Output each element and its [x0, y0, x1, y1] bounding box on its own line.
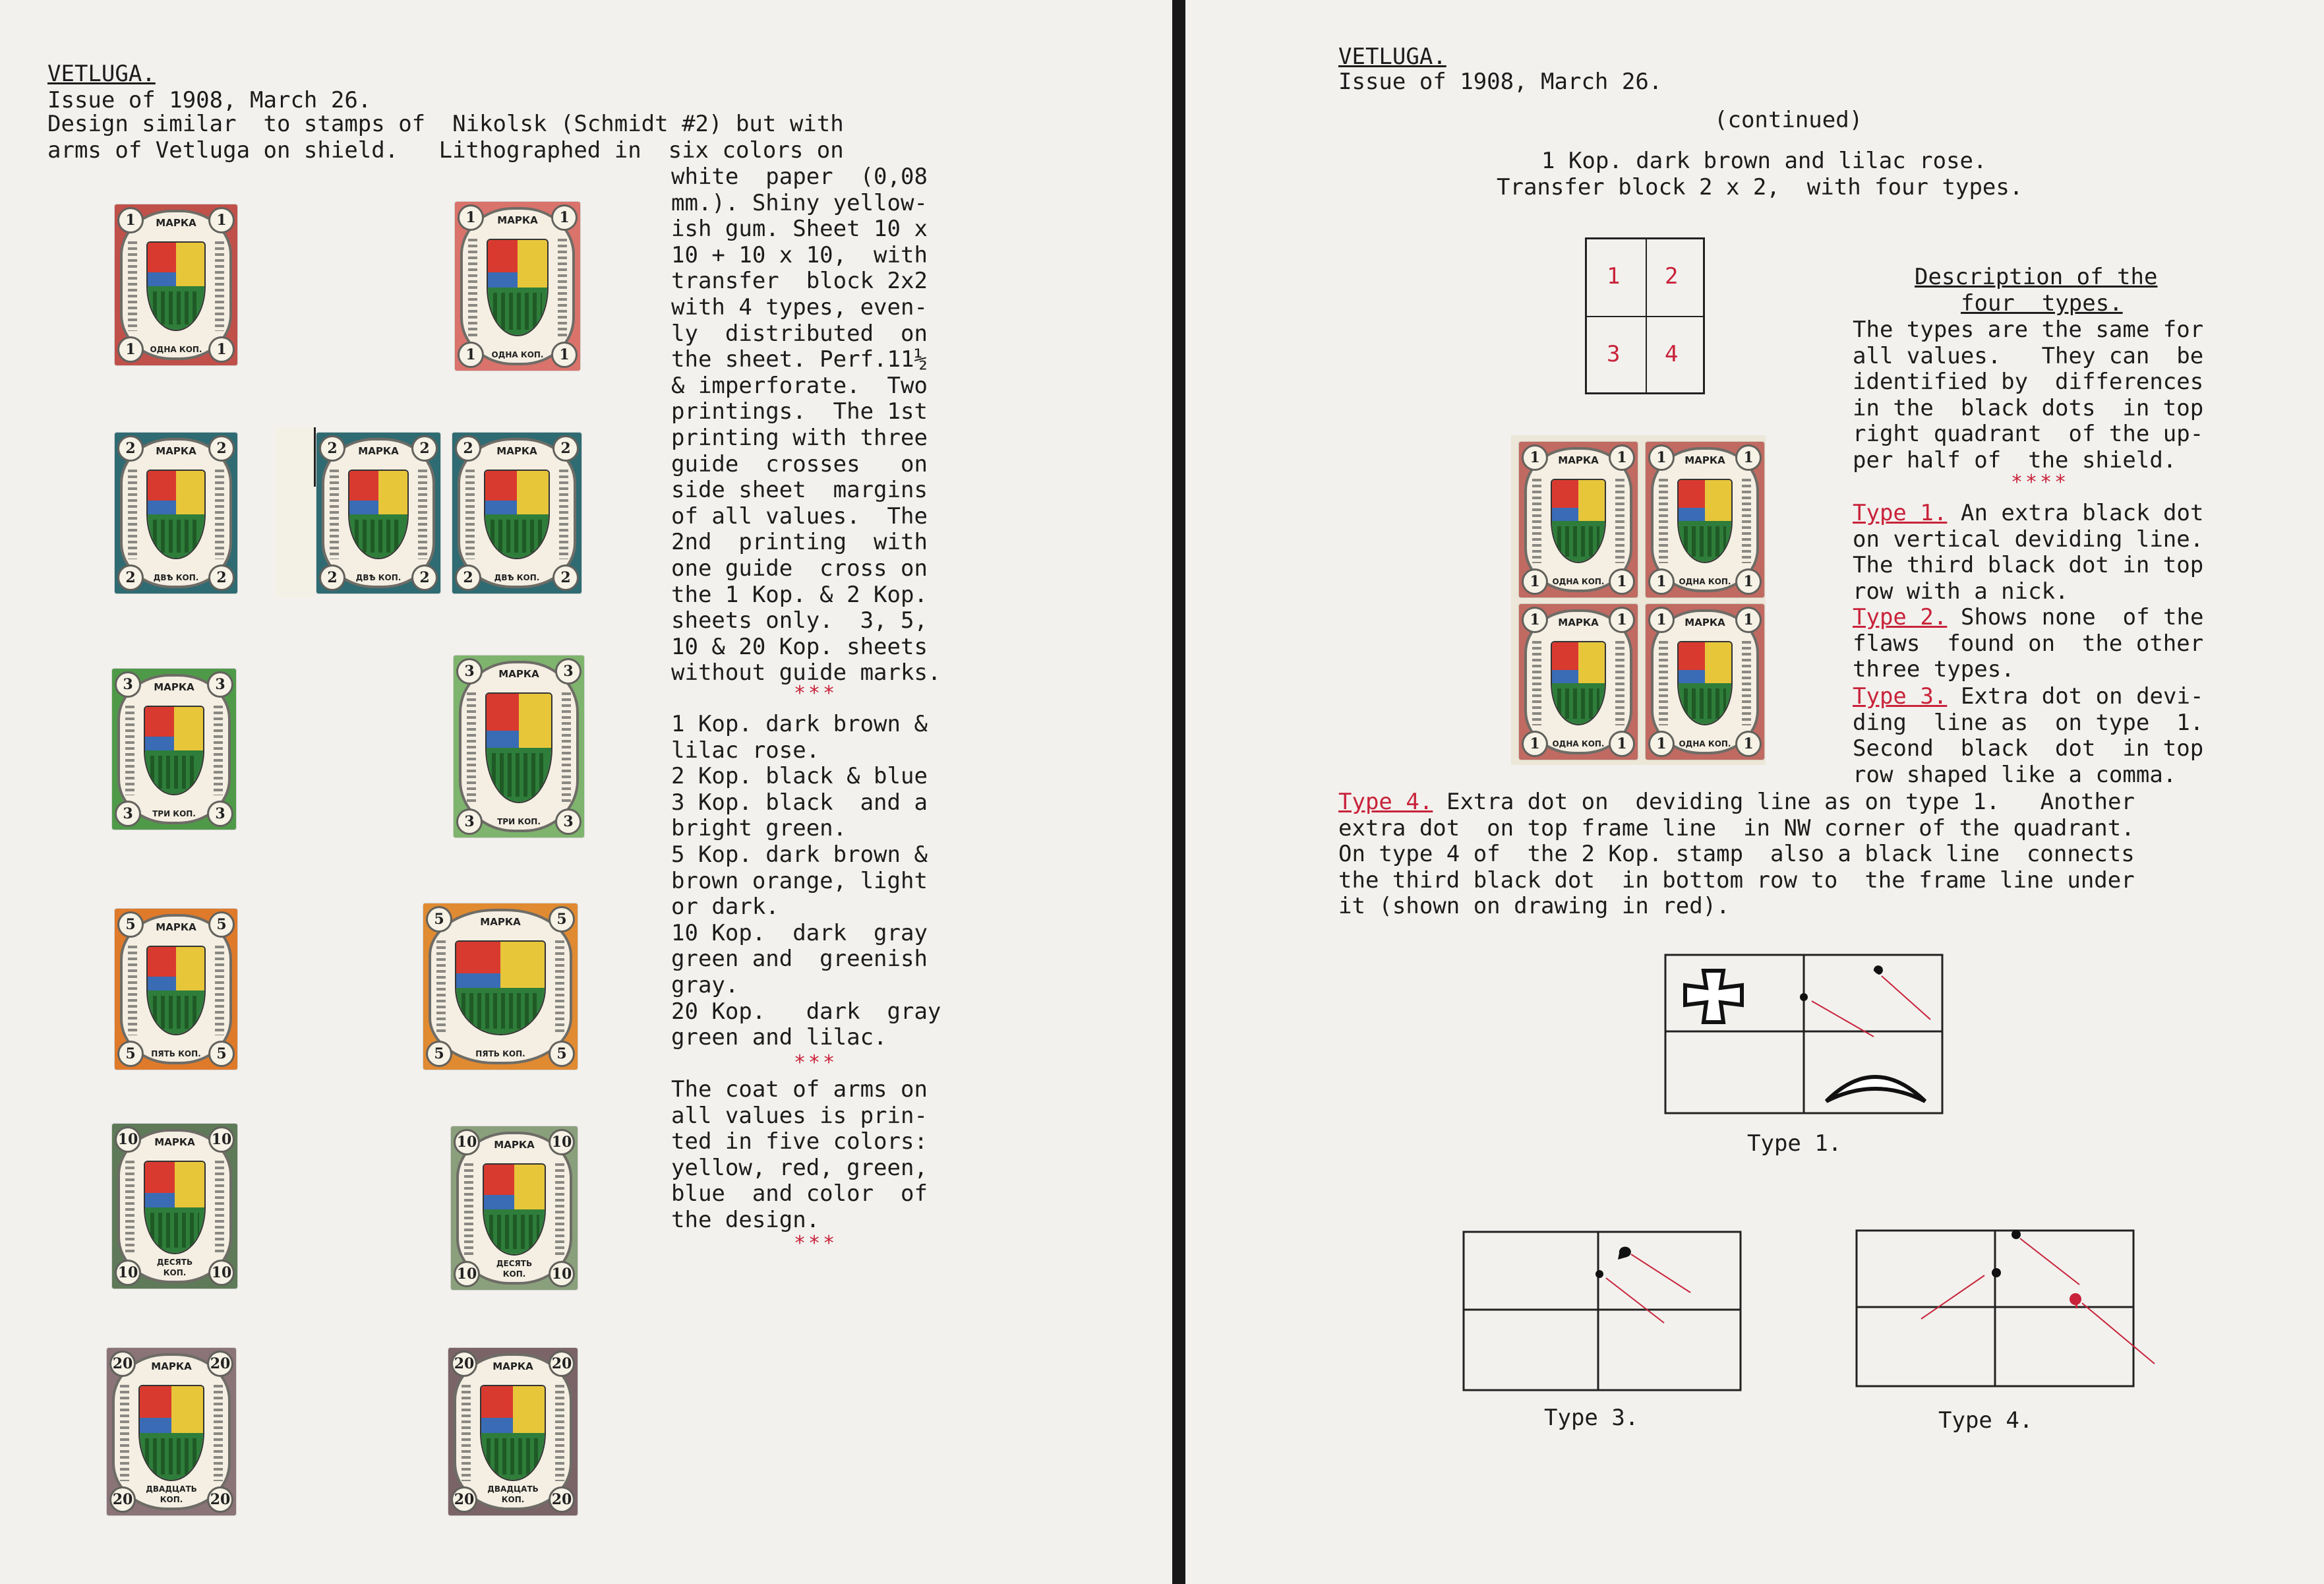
- stamp-word: МАРКА: [1684, 454, 1725, 466]
- value-circle: 2: [411, 435, 438, 462]
- type-label: Type 3.: [1853, 683, 1948, 710]
- coat-of-arms-icon: [146, 241, 206, 331]
- coat-of-arms-icon: [138, 1385, 204, 1481]
- description-line: The types are the same for: [1853, 317, 2204, 343]
- value-circle: 2: [117, 564, 144, 591]
- page-title: VETLUGA.: [1338, 44, 1446, 70]
- issue-line: Issue of 1908, March 26.: [1338, 69, 1663, 95]
- coat-of-arms-icon: [487, 239, 549, 336]
- description-line: guide crosses on: [671, 450, 928, 477]
- value-circle: 3: [115, 671, 141, 698]
- coat-of-arms-line: blue and color of: [671, 1180, 928, 1207]
- stamp-value-text: ДЕСЯТЬ КОП.: [156, 1258, 193, 1277]
- stamp-value-text: ТРИ КОП.: [152, 809, 196, 818]
- block-position-4: 4: [1665, 341, 1679, 367]
- type-description-line: extra dot on top frame line in NW corner of the quadrant.: [1338, 814, 2135, 841]
- stamp: [107, 1348, 236, 1515]
- color-line: green and lilac.: [671, 1024, 887, 1051]
- value-circle: 20: [451, 1351, 477, 1377]
- color-line: gray.: [671, 972, 739, 998]
- type-description-line: on vertical deviding line.: [1853, 526, 2204, 553]
- stamp: [451, 1126, 578, 1290]
- sheet-margin: [276, 427, 315, 597]
- value-circle: 3: [207, 671, 233, 698]
- coat-of-arms-icon: [144, 706, 204, 795]
- value-circle: 1: [1735, 607, 1762, 633]
- type-label: Type 4.: [1338, 789, 1433, 815]
- type-1-drawing: [1664, 954, 1944, 1114]
- value-circle: 5: [117, 911, 144, 938]
- page-title: VETLUGA.: [47, 61, 156, 87]
- type-description-line: Extra dot on devi-: [1947, 683, 2204, 710]
- value-circle: 2: [411, 564, 438, 591]
- stars-divider: ***: [794, 1051, 838, 1074]
- stamp-word: МАРКА: [492, 1360, 533, 1372]
- value-circle: 1: [1648, 444, 1675, 471]
- value-circle: 1: [1609, 607, 1635, 633]
- color-line: 1 Kop. dark brown &: [671, 711, 928, 737]
- extra-dot: [1800, 993, 1808, 1001]
- value-circle: 3: [555, 658, 581, 685]
- coat-of-arms-line: The coat of arms on: [671, 1076, 928, 1103]
- value-circle: 5: [426, 906, 452, 932]
- stamp-value-text: ОДНА КОП.: [1679, 739, 1731, 748]
- subtitle-1: 1 Kop. dark brown and lilac rose.: [1541, 148, 1987, 174]
- description-line: with 4 types, even-: [671, 294, 928, 320]
- coat-of-arms-line: ted in five colors:: [671, 1128, 928, 1155]
- value-circle: 1: [1648, 607, 1675, 633]
- type-description-line: An extra black dot: [1947, 500, 2204, 526]
- value-circle: 1: [1735, 568, 1762, 595]
- value-circle: 1: [551, 204, 578, 231]
- stamp: [115, 909, 237, 1070]
- description-line: printings. The 1st: [671, 398, 928, 425]
- value-circle: 20: [451, 1486, 477, 1513]
- comma-dot: [1618, 1247, 1631, 1260]
- description-line: mm.). Shiny yellow-: [671, 189, 928, 216]
- value-circle: 10: [208, 1260, 235, 1286]
- type-description-line: Second black dot in top: [1853, 735, 2204, 762]
- stars-divider: ***: [794, 682, 838, 705]
- value-circle: 3: [555, 808, 581, 835]
- value-circle: 2: [319, 435, 345, 462]
- value-circle: 1: [1609, 731, 1635, 757]
- description-line: per half of the shield.: [1853, 447, 2177, 473]
- value-circle: 5: [549, 1041, 575, 1067]
- coat-of-arms-icon: [480, 1385, 546, 1481]
- value-circle: 1: [1648, 568, 1675, 595]
- color-line: 20 Kop. dark gray: [671, 998, 941, 1025]
- stamp-word: МАРКА: [358, 445, 399, 457]
- stamp-word: МАРКА: [156, 445, 196, 457]
- stamp-word: МАРКА: [1558, 454, 1599, 466]
- color-line: or dark.: [671, 894, 779, 921]
- value-circle: 1: [208, 336, 235, 363]
- stamp-value-text: ОДНА КОП.: [150, 345, 202, 354]
- stamp-value-text: ДВѢ КОП.: [355, 573, 402, 582]
- value-circle: 1: [458, 342, 484, 368]
- color-line: 5 Kop. dark brown &: [671, 841, 928, 868]
- value-circle: 2: [319, 564, 345, 591]
- stamp: [452, 433, 581, 594]
- description-line: without guide marks.: [671, 659, 941, 686]
- stamp: [454, 655, 584, 838]
- stamp: [1646, 442, 1764, 597]
- corner-dot: [2011, 1230, 2021, 1239]
- description-line: printing with three: [671, 425, 928, 451]
- value-circle: 2: [455, 564, 481, 591]
- value-circle: 3: [456, 658, 483, 685]
- block-position-3: 3: [1607, 341, 1621, 367]
- description-line: transfer block 2x2: [671, 268, 928, 295]
- stamp-word: МАРКА: [497, 214, 538, 226]
- type-description-line: row with a nick.: [1853, 578, 2069, 605]
- description-line: white paper (0,08: [671, 164, 928, 190]
- value-circle: 1: [1648, 731, 1675, 757]
- design-line-1: Design similar to stamps of Nikolsk (Schmidt #2) but with: [47, 111, 844, 137]
- extra-dot: [1992, 1268, 2001, 1277]
- stamp-value-text: ПЯТЬ КОП.: [475, 1049, 525, 1058]
- stamp: [448, 1348, 578, 1515]
- stamp-value-text: ОДНА КОП.: [1679, 577, 1731, 586]
- coat-of-arms-icon: [144, 1161, 206, 1254]
- coat-of-arms-line: yellow, red, green,: [671, 1154, 928, 1181]
- stamp-word: МАРКА: [154, 1136, 195, 1148]
- description-title-1: Description of the: [1915, 264, 2158, 290]
- block-of-four: [1511, 435, 1766, 765]
- stamp-word: МАРКА: [480, 916, 521, 928]
- value-circle: 20: [207, 1351, 233, 1377]
- stamp: [455, 202, 580, 371]
- coat-of-arms-icon: [455, 940, 546, 1035]
- description-line: 10 + 10 x 10, with: [671, 241, 928, 268]
- value-circle: 1: [1609, 568, 1635, 595]
- value-circle: 3: [115, 801, 141, 827]
- value-circle: 1: [1522, 607, 1548, 633]
- stamp: [115, 433, 237, 594]
- caption-type-4: Type 4.: [1938, 1407, 2033, 1434]
- type-description-line: three types.: [1853, 656, 2015, 683]
- stamp: [423, 903, 578, 1070]
- value-circle: 1: [551, 342, 578, 368]
- block-position-2: 2: [1665, 263, 1679, 289]
- value-circle: 5: [426, 1041, 452, 1067]
- value-circle: 1: [1735, 731, 1762, 757]
- value-circle: 2: [208, 435, 235, 462]
- coat-of-arms-icon: [146, 946, 206, 1035]
- type-label: Type 2.: [1853, 604, 1948, 630]
- color-line: bright green.: [671, 815, 847, 842]
- type-description-line: Extra dot on deviding line as on type 1. Another: [1433, 789, 2135, 815]
- stamp: [112, 1124, 237, 1289]
- description-line: 2nd printing with: [671, 529, 928, 556]
- description-line: the sheet. Perf.11½: [671, 346, 928, 373]
- description-line: 10 & 20 Kop. sheets: [671, 633, 928, 660]
- coat-of-arms-icon: [1677, 479, 1733, 563]
- stamp-word: МАРКА: [151, 1360, 192, 1372]
- value-circle: 10: [454, 1261, 480, 1287]
- caption-type-1: Type 1.: [1747, 1130, 1842, 1157]
- coat-of-arms-icon: [1551, 479, 1606, 563]
- coat-of-arms-icon: [1551, 641, 1606, 725]
- color-line: 10 Kop. dark gray: [671, 919, 928, 946]
- stamp-value-text: ДВАДЦАТЬ КОП.: [146, 1484, 197, 1504]
- stamp-value-text: ДВАДЦАТЬ КОП.: [487, 1484, 539, 1504]
- value-circle: 10: [454, 1129, 480, 1155]
- type-description-line: Shows none of the: [1947, 604, 2204, 630]
- color-line: lilac rose.: [671, 737, 820, 764]
- continued-label: (continued): [1714, 107, 1863, 133]
- value-circle: 20: [109, 1486, 136, 1513]
- value-circle: 2: [117, 435, 144, 462]
- design-line-2: arms of Vetluga on shield. Lithographed in six colors on: [47, 137, 844, 164]
- color-line: 2 Kop. black & blue: [671, 763, 928, 790]
- stamp-value-text: ДВѢ КОП.: [153, 573, 199, 582]
- type-3-drawing: [1462, 1231, 1742, 1391]
- stamp-value-text: ОДНА КОП.: [1552, 739, 1605, 748]
- value-circle: 20: [549, 1486, 575, 1513]
- value-circle: 20: [109, 1351, 136, 1377]
- subtitle-2: Transfer block 2 x 2, with four types.: [1497, 174, 2023, 200]
- stamp-value-text: ОДНА КОП.: [1552, 577, 1605, 586]
- stamp-word: МАРКА: [498, 668, 539, 680]
- value-circle: 10: [549, 1261, 575, 1287]
- stamp: [115, 204, 237, 365]
- value-circle: 20: [549, 1351, 575, 1377]
- value-circle: 5: [117, 1041, 144, 1067]
- caption-type-3: Type 3.: [1544, 1405, 1639, 1431]
- value-circle: 5: [208, 911, 235, 938]
- stamp-value-text: ДВѢ КОП.: [494, 573, 540, 582]
- stamp-word: МАРКА: [1558, 617, 1599, 628]
- type-description-line: it (shown on drawing in red).: [1338, 893, 1730, 920]
- description-line: one guide cross on: [671, 555, 928, 582]
- coat-of-arms-line: the design.: [671, 1207, 820, 1233]
- value-circle: 1: [1522, 568, 1548, 595]
- value-circle: 10: [549, 1129, 575, 1155]
- block-position-1: 1: [1607, 263, 1621, 289]
- coat-of-arms-icon: [483, 1163, 546, 1256]
- stars-divider: ****: [2011, 471, 2070, 494]
- description-title-2: four types.: [1961, 290, 2123, 317]
- color-line: brown orange, light: [671, 867, 928, 894]
- crescent-shape: [1826, 1077, 1925, 1101]
- value-circle: 1: [117, 207, 144, 233]
- stamp: [1646, 604, 1764, 760]
- cross-icon: [1685, 971, 1742, 1022]
- stamp-value-text: ПЯТЬ КОП.: [151, 1049, 201, 1058]
- stamp-word: МАРКА: [496, 445, 537, 457]
- guide-cross: [314, 427, 316, 487]
- value-circle: 1: [117, 336, 144, 363]
- album-page-right: [1185, 0, 2324, 1584]
- stars-divider: ***: [794, 1232, 838, 1255]
- type-description-line: The third black dot in top: [1853, 552, 2204, 579]
- color-line: 3 Kop. black and a: [671, 789, 928, 816]
- description-line: in the black dots in top: [1853, 394, 2204, 421]
- description-line: ish gum. Sheet 10 x: [671, 216, 928, 243]
- description-line: right quadrant of the up-: [1853, 421, 2204, 448]
- description-line: side sheet margins: [671, 477, 928, 504]
- coat-of-arms-line: all values is prin-: [671, 1102, 928, 1129]
- color-line: green and greenish: [671, 946, 928, 973]
- description-line: ly distributed on: [671, 320, 928, 347]
- value-circle: 2: [552, 564, 579, 591]
- stamp-value-text: ДЕСЯТЬ КОП.: [496, 1259, 533, 1279]
- type-4-drawing: [1855, 1229, 2156, 1387]
- value-circle: 2: [552, 435, 579, 462]
- description-line: of all values. The: [671, 503, 928, 530]
- nick-dot: [1874, 965, 1883, 975]
- value-circle: 10: [115, 1260, 141, 1286]
- coat-of-arms-icon: [1677, 641, 1733, 725]
- description-line: all values. They can be: [1853, 342, 2204, 369]
- value-circle: 20: [207, 1486, 233, 1513]
- description-line: the 1 Kop. & 2 Kop.: [671, 581, 928, 608]
- stamp-word: МАРКА: [1684, 617, 1725, 628]
- stamp: [1519, 604, 1638, 760]
- value-circle: 5: [549, 906, 575, 932]
- stamp-word: МАРКА: [156, 921, 196, 933]
- stamp-value-text: ТРИ КОП.: [497, 817, 541, 826]
- issue-line: Issue of 1908, March 26.: [47, 87, 372, 113]
- type-description-line: ding line as on type 1.: [1853, 709, 2204, 736]
- value-circle: 1: [1522, 444, 1548, 471]
- value-circle: 1: [1735, 444, 1762, 471]
- extra-dot: [1595, 1270, 1603, 1278]
- value-circle: 10: [208, 1126, 235, 1153]
- coat-of-arms-icon: [348, 470, 409, 559]
- type-description-line: row shaped like a comma.: [1853, 761, 2177, 788]
- value-circle: 2: [208, 564, 235, 591]
- value-circle: 2: [455, 435, 481, 462]
- type-description-line: On type 4 of the 2 Kop. stamp also a black line connects: [1338, 841, 2135, 868]
- value-circle: 3: [456, 808, 483, 835]
- stamp-word: МАРКА: [494, 1139, 535, 1151]
- stamp: [1519, 442, 1638, 597]
- transfer-block-diagram: [1585, 237, 1705, 394]
- coat-of-arms-icon: [146, 470, 206, 559]
- coat-of-arms-icon: [485, 692, 552, 803]
- value-circle: 10: [115, 1126, 141, 1153]
- stamp: [112, 669, 236, 830]
- stamp-word: МАРКА: [154, 681, 194, 693]
- value-circle: 1: [1609, 444, 1635, 471]
- type-description-line: flaws found on the other: [1853, 630, 2204, 657]
- value-circle: 3: [207, 801, 233, 827]
- type-description-line: the third black dot in bottom row to the frame line under: [1338, 867, 2135, 894]
- type-label: Type 1.: [1853, 500, 1948, 526]
- value-circle: 5: [208, 1041, 235, 1067]
- stamp-value-text: ОДНА КОП.: [491, 350, 544, 359]
- description-line: & imperforate. Two: [671, 372, 928, 399]
- value-circle: 1: [458, 204, 484, 231]
- coat-of-arms-icon: [484, 470, 550, 559]
- description-line: sheets only. 3, 5,: [671, 607, 928, 634]
- value-circle: 1: [208, 207, 235, 233]
- stamp: [316, 433, 440, 594]
- stamp-word: МАРКА: [156, 217, 196, 229]
- value-circle: 1: [1522, 731, 1548, 757]
- description-line: identified by differences: [1853, 369, 2204, 396]
